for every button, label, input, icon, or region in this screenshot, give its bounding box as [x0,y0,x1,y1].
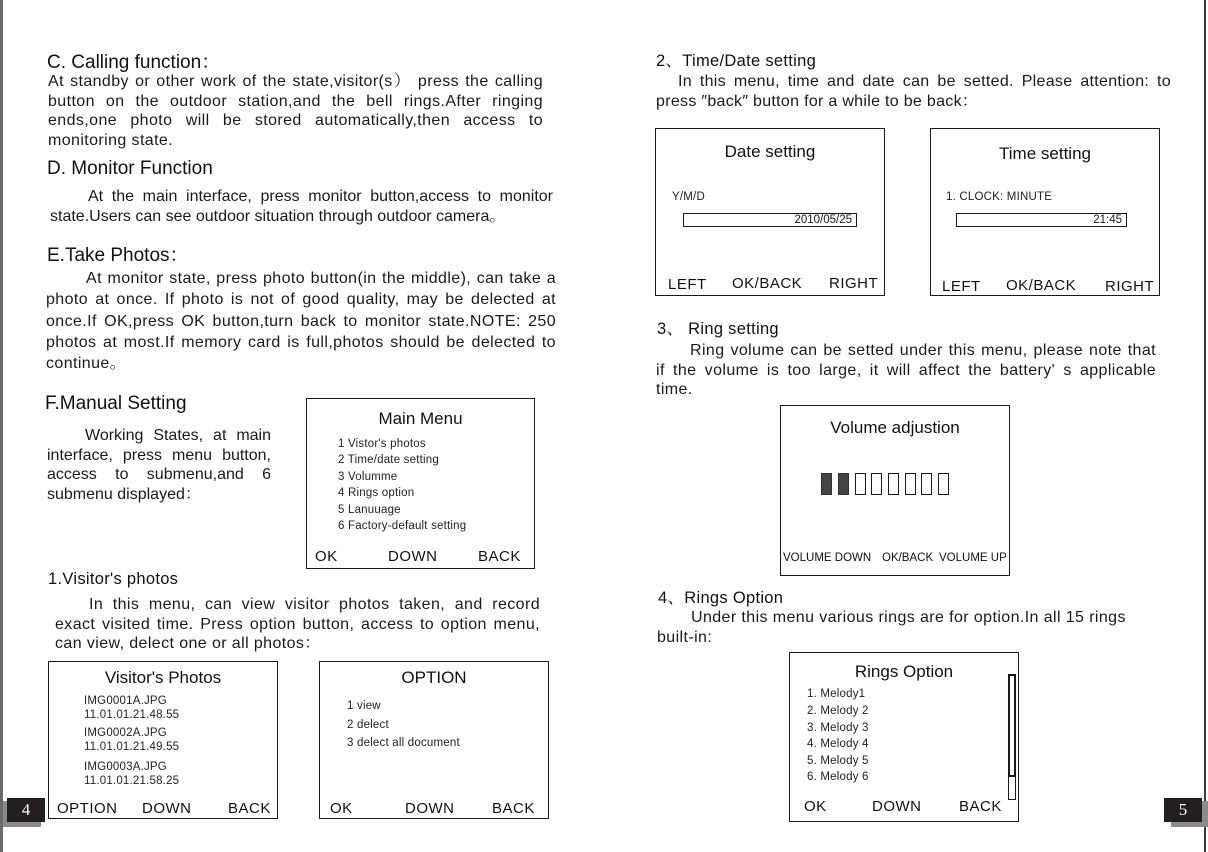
volume-bar-filled [821,473,832,495]
volume-screen [780,405,1010,576]
option-item[interactable]: 1 view [347,700,381,712]
ok-button[interactable]: OK [315,548,338,565]
menu-item[interactable]: 3 Volumme [338,471,398,483]
menu-item[interactable]: 4 Rings option [338,487,415,499]
down-button[interactable]: DOWN [405,800,455,817]
photo-timestamp: 11.01.01.21.49.55 [84,741,180,753]
right-button[interactable]: RIGHT [829,275,879,292]
option-screen [319,661,549,819]
page-number-right: 5 [1164,798,1202,822]
back-button[interactable]: BACK [478,548,521,565]
date-format-label: Y/M/D [672,191,705,203]
ok-back-button[interactable]: OK/BACK [732,275,803,292]
section-c-body: At standby or other work of the state,visitor(s） press the calling button on the outdoor station,and the bell rings.After ringing ends,one photo will be stored automatically,then access to monitoring state. [48,73,543,149]
rings-scrollbar[interactable] [1008,674,1016,800]
photo-timestamp: 11.01.01.21.58.25 [84,775,180,787]
option-title: OPTION [401,668,467,687]
volume-down-button[interactable]: VOLUME DOWN [783,552,872,564]
clock-minute-label: 1. CLOCK: MINUTE [946,191,1053,203]
main-menu-title: Main Menu [378,409,463,428]
subsection-3-body: Ring volume can be setted under this menu, please note that if the volume is too large, it will affect the battery' s applicable time. [656,342,1156,398]
menu-item[interactable]: 5 Lanuuage [338,504,401,516]
section-e-heading: E.Take Photos： [47,245,189,266]
down-button[interactable]: DOWN [388,548,438,565]
volume-bar-empty [888,473,899,495]
subsection-3-heading: 3、 Ring setting [657,320,779,338]
section-d-heading: D. Monitor Function [47,158,213,179]
date-setting-screen [655,128,885,296]
date-input[interactable]: 2010/05/25 [683,213,857,227]
volume-bar-filled [838,473,849,495]
date-setting-title: Date setting [724,142,816,161]
volume-bar-empty [871,473,882,495]
subsection-4-body: Under this menu various rings are for option.In all 15 rings built-in: [657,609,1126,646]
subsection-2-heading: 2、Time/Date setting [656,52,817,70]
back-button[interactable]: BACK [959,798,1002,815]
volume-bar-empty [905,473,916,495]
ok-back-button[interactable]: OK/BACK [882,552,934,564]
subsection-4-heading: 4、Rings Option [658,589,784,607]
ring-item[interactable]: 4. Melody 4 [807,738,869,750]
volume-bar-empty [921,473,932,495]
visitor-photos-screen [48,661,278,819]
page-edge-left [0,0,3,852]
menu-item[interactable]: 1 Vistor's photos [338,438,426,450]
subsection-2-body: In this menu, time and date can be setted. Please attention: to press ″back″ button for a while to be back： [656,73,1171,110]
page-edge-right [1204,0,1206,852]
photo-filename[interactable]: IMG0001A.JPG [84,695,167,707]
left-button[interactable]: LEFT [668,276,707,293]
volume-bar-empty [938,473,949,495]
option-item[interactable]: 2 delect [347,719,389,731]
photo-filename[interactable]: IMG0003A.JPG [84,761,167,773]
subsection-1-heading: 1.Visitor's photos [48,570,179,588]
ring-item[interactable]: 1. Melody1 [807,688,866,700]
right-button[interactable]: RIGHT [1105,278,1155,295]
volume-bar-empty [855,473,866,495]
section-c-heading: C. Calling function： [47,52,221,73]
down-button[interactable]: DOWN [142,800,192,817]
ok-button[interactable]: OK [330,800,353,817]
ok-back-button[interactable]: OK/BACK [1006,277,1077,294]
ring-item[interactable]: 2. Melody 2 [807,705,869,717]
menu-item[interactable]: 2 Time/date setting [338,454,439,466]
left-button[interactable]: LEFT [942,278,981,295]
rings-option-screen [789,652,1019,822]
main-menu-screen [306,398,535,569]
back-button[interactable]: BACK [492,800,535,817]
back-button[interactable]: BACK [228,800,271,817]
ring-item[interactable]: 5. Melody 5 [807,755,869,767]
page-number-left: 4 [7,798,45,822]
subsection-1-body: In this menu, can view visitor photos taken, and record exact visited time. Press option button, access to option menu, can view, delect one or all photos： [55,596,540,652]
section-f-heading: F.Manual Setting [45,393,187,414]
section-f-body: Working States, at main interface, press menu button, access to submenu,and 6 submenu displayed： [47,427,271,503]
section-e-body: At monitor state, press photo button(in the middle), can take a photo at once. If photo is not of good quality, may be delected at once.If OK,press OK button,turn back to monitor state.NOTE: 250 photos at most.If memory card is full,photos should be delected to continue。 [46,270,556,373]
ring-item[interactable]: 3. Melody 3 [807,722,869,734]
time-input[interactable]: 21:45 [956,213,1127,227]
option-button[interactable]: OPTION [57,800,118,817]
ok-button[interactable]: OK [804,798,827,815]
volume-up-button[interactable]: VOLUME UP [939,552,1007,564]
option-item[interactable]: 3 delect all document [347,737,460,749]
visitor-photos-title: Visitor's Photos [104,668,222,687]
volume-title: Volume adjustion [830,418,960,437]
down-button[interactable]: DOWN [872,798,922,815]
rings-scrollbar-thumb[interactable] [1008,674,1016,777]
photo-timestamp: 11.01.01.21.48.55 [84,709,180,721]
time-setting-title: Time setting [999,144,1091,163]
photo-filename[interactable]: IMG0002A.JPG [84,727,167,739]
menu-item[interactable]: 6 Factory-default setting [338,520,467,532]
rings-option-title: Rings Option [854,662,954,681]
ring-item[interactable]: 6. Melody 6 [807,771,869,783]
section-d-body: At the main interface, press monitor button,access to monitor state.Users can see outdoor situation through outdoor camera。 [50,188,553,225]
time-setting-screen [930,128,1160,296]
